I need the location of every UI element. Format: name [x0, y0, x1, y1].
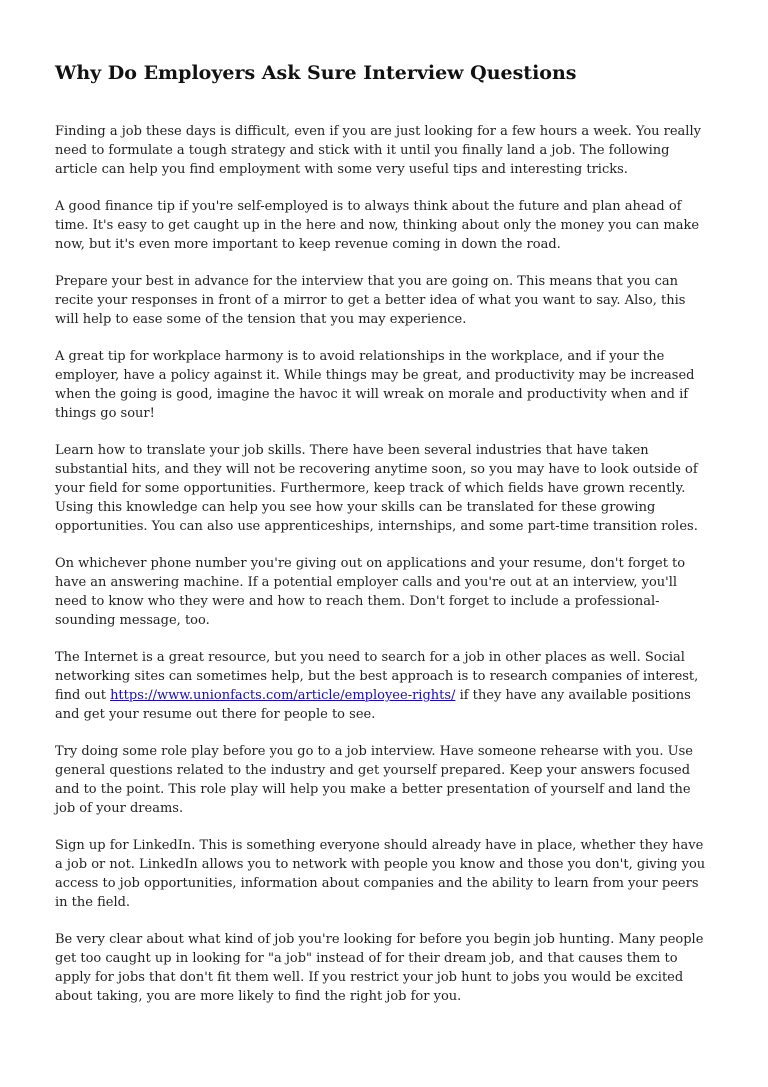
paragraph-finance-tip: A good finance tip if you're self-employed is to always think about the future and plan ahead of time. It's easy to get caught up in the here and now, thinking about only the money you can make now, but it's even more important to keep revenue coming in down the road. [55, 199, 700, 252]
paragraph-internet-text-before: The Internet is a great resource, but you need to search for a job in other places as well. Social networking sites can sometimes help, but the best approach is to research companies of interest, find out [55, 650, 699, 703]
paragraph-be-clear: Be very clear about what kind of job you're looking for before you begin job hunting. Many people get too caught up in looking for "a job" instead of for their dream job, and that causes them to apply for jobs that don't fit them well. If you restrict your job hunt to jobs you would be excited about taking, you are more likely to find the right job for you. [55, 932, 704, 1004]
paragraph-internet-text-after: if they have any available positions and get your resume out there for people to see. [55, 688, 691, 722]
employee-rights-link[interactable]: https://www.unionfacts.com/article/employee-rights/ [110, 688, 456, 703]
paragraph-translate-skills: Learn how to translate your job skills. There have been several industries that have taken substantial hits, and they will not be recovering anytime soon, so you may have to look outside of your field for some opportunities. Furthermore, keep track of which fields have grown recently. Using this knowledge can help you see how your skills can be translated for these growing opportunities. You can also use apprenticeships, internships, and some part-time transition roles. [55, 443, 698, 534]
paragraph-answering-machine: On whichever phone number you're giving out on applications and your resume, don't forget to have an answering machine. If a potential employer calls and you're out at an interview, you'll need to know who they were and how to reach them. Don't forget to include a professional-sounding message, too. [55, 556, 686, 628]
paragraph-internet-resource [55, 648, 713, 724]
paragraph-prepare: Prepare your best in advance for the interview that you are going on. This means that you can recite your responses in front of a mirror to get a better idea of what you want to say. Also, this will help to ease some of the tension that you may experience. [55, 274, 686, 327]
document-title: Why Do Employers Ask Sure Interview Questions [55, 62, 577, 84]
paragraph-linkedin: Sign up for LinkedIn. This is something everyone should already have in place, whether they have a job or not. LinkedIn allows you to network with people you know and those you don't, giving you access to job opportunities, information about companies and the ability to learn from your peers in the field. [55, 838, 706, 910]
paragraph-role-play: Try doing some role play before you go to a job interview. Have someone rehearse with you. Use general questions related to the industry and get yourself prepared. Keep your answers focused and to the point. This role play will help you make a better presentation of yourself and land the job of your dreams. [55, 744, 693, 816]
paragraph-workplace-harmony: A great tip for workplace harmony is to avoid relationships in the workplace, and if your the employer, have a policy against it. While things may be great, and productivity may be increased when the going is good, imagine the havoc it will wreak on morale and productivity when and if things go sour! [55, 349, 695, 421]
paragraph-intro: Finding a job these days is difficult, even if you are just looking for a few hours a week. You really need to formulate a tough strategy and stick with it until you finally land a job. The following article can help you find employment with some very useful tips and interesting tricks. [55, 124, 701, 177]
